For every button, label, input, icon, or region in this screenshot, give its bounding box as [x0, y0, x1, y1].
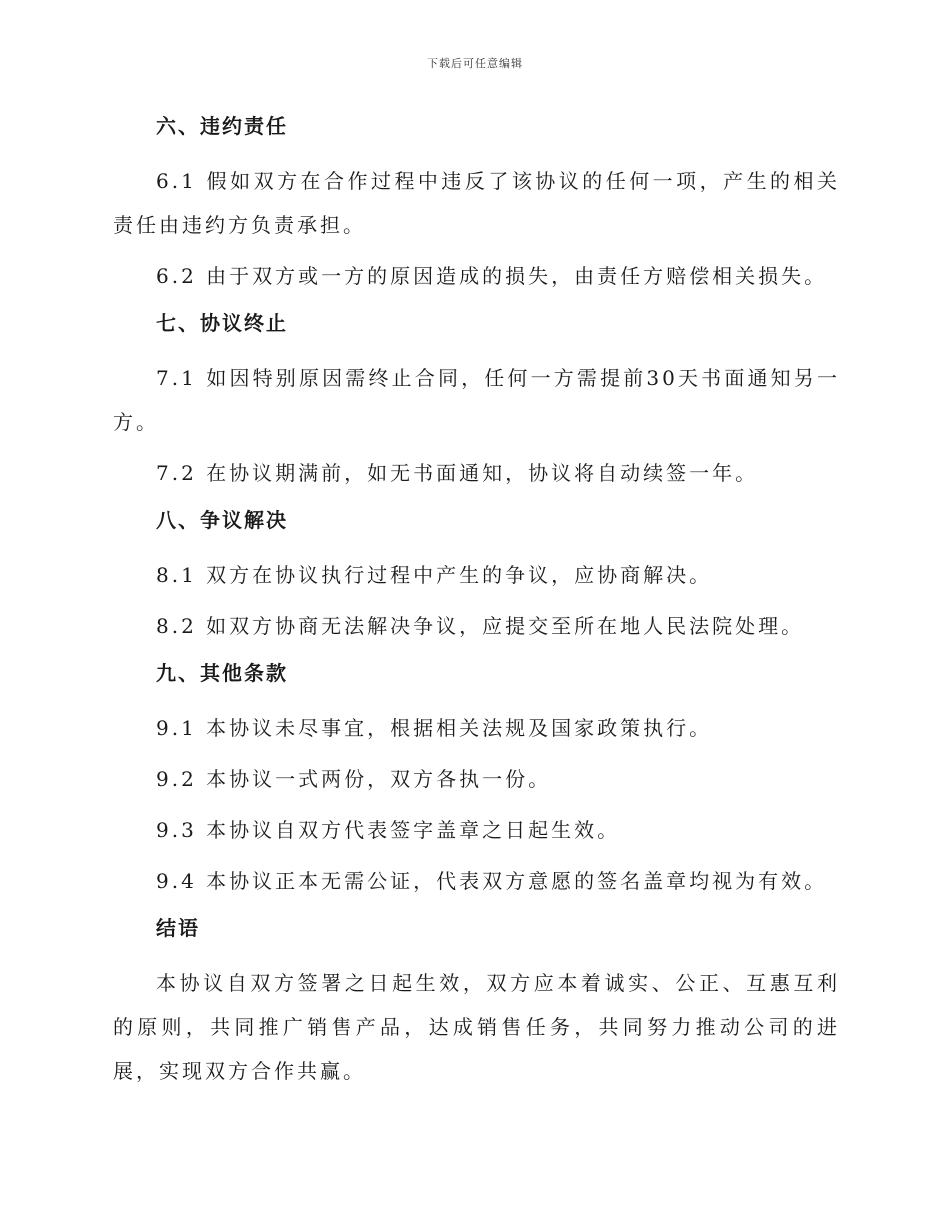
paragraph: 8.2 如双方协商无法解决争议，应提交至所在地人民法院处理。	[156, 614, 805, 638]
paragraph: 7.2 在协议期满前，如无书面通知，协议将自动续签一年。	[156, 461, 759, 485]
section-conclusion	[113, 910, 840, 1093]
section-other-terms	[113, 655, 840, 903]
paragraph: 7.1 如因特别原因需终止合同，任何一方需提前30天书面通知另一方。	[113, 366, 840, 434]
paragraph: 6.1 假如双方在合作过程中违反了该协议的任何一项，产生的相关责任由违约方负责承担。	[113, 169, 840, 237]
paragraph: 本协议自双方签署之日起生效，双方应本着诚实、公正、互惠互利的原则，共同推广销售产品，达成销售任务，共同努力推动公司的进展，实现双方合作共赢。	[113, 971, 840, 1083]
paragraph: 9.3 本协议自双方代表签字盖章之日起生效。	[156, 818, 621, 842]
paragraph: 9.4 本协议正本无需公证，代表双方意愿的签名盖章均视为有效。	[156, 869, 828, 893]
paragraph: 9.2 本协议一式两份，双方各执一份。	[156, 767, 552, 791]
paragraph: 8.1 双方在协议执行过程中产生的争议，应协商解决。	[156, 563, 713, 587]
paragraph: 9.1 本协议未尽事宜，根据相关法规及国家政策执行。	[156, 716, 713, 740]
section-breach-liability	[113, 108, 840, 298]
section-heading: 六、违约责任	[156, 114, 288, 138]
section-heading: 结语	[156, 916, 200, 940]
header-note: 下载后可任意编辑	[427, 57, 523, 70]
section-heading: 七、协议终止	[156, 311, 288, 335]
document-body	[113, 108, 840, 1100]
paragraph: 6.2 由于双方或一方的原因造成的损失，由责任方赔偿相关损失。	[156, 264, 828, 288]
section-heading: 八、争议解决	[156, 508, 288, 532]
section-heading: 九、其他条款	[156, 661, 288, 685]
section-termination	[113, 305, 840, 495]
section-dispute-resolution	[113, 502, 840, 648]
